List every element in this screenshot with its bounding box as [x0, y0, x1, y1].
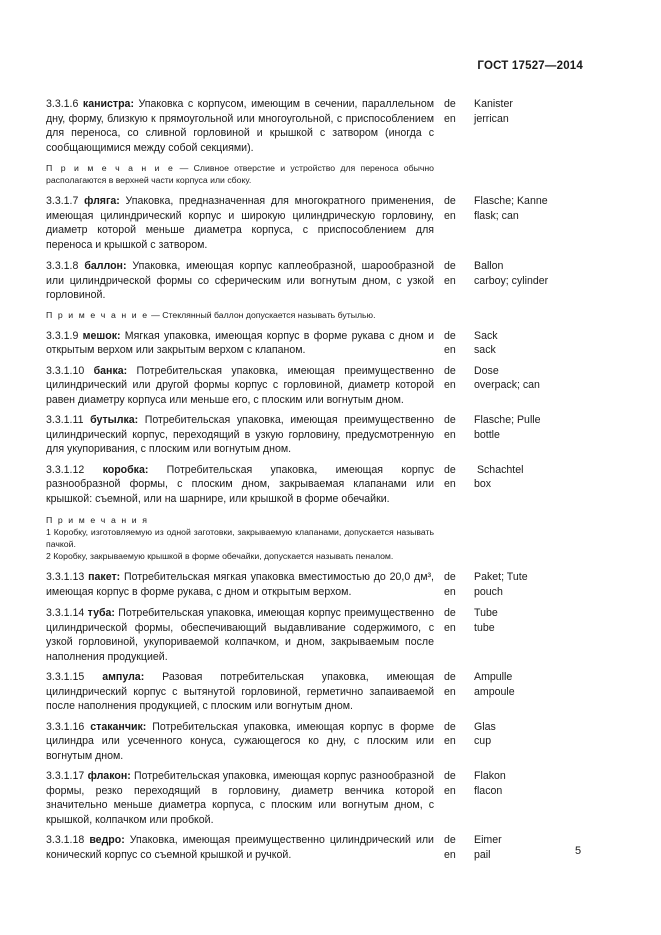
translations	[474, 833, 586, 862]
term-name: фляга:	[84, 195, 120, 207]
note	[46, 309, 434, 321]
translation: overpack; can	[474, 379, 540, 391]
term-definition	[46, 570, 434, 599]
term-number: 3.3.1.9	[46, 329, 79, 342]
translation: flacon	[474, 784, 503, 797]
term-number: 3.3.1.14	[46, 607, 85, 619]
document-header: ГОСТ 17527—2014	[477, 60, 583, 72]
lang-code: en	[444, 784, 456, 797]
term-number: 3.3.1.17	[46, 770, 85, 782]
lang-code: en	[444, 685, 456, 698]
term-entry	[46, 259, 586, 303]
lang-code: de	[444, 607, 456, 619]
term-definition	[46, 720, 434, 764]
term-entry	[46, 606, 586, 664]
term-entry	[46, 364, 586, 408]
translations	[474, 720, 586, 749]
note-text: — Сливное отверстие и устройство для переноса обычно располагаются в верхней части корпуса или сбоку.	[46, 163, 434, 185]
term-entry	[46, 413, 586, 457]
term-name: флакон:	[87, 770, 131, 782]
language-codes	[444, 720, 474, 749]
translation: ampoule	[474, 685, 515, 698]
term-name: стаканчик:	[90, 720, 147, 733]
term-definition	[46, 606, 434, 664]
translation: Glas	[474, 720, 496, 733]
lang-code: de	[444, 98, 456, 110]
term-text: Упаковка, имеющая преимущественно цилиндрический или конический корпус со съемной крышкой и ручкой.	[46, 834, 434, 861]
term-entry	[46, 833, 586, 862]
term-name: бутылка:	[90, 414, 139, 426]
term-definition	[46, 769, 434, 827]
term-name: банка:	[93, 364, 128, 377]
language-codes	[444, 463, 474, 492]
translation: pail	[474, 848, 491, 861]
term-name: ампула:	[102, 671, 145, 683]
term-entry	[46, 769, 586, 827]
lang-code: en	[444, 478, 456, 490]
language-codes	[444, 670, 474, 699]
term-number: 3.3.1.8	[46, 260, 79, 272]
term-number: 3.3.1.6	[46, 98, 79, 110]
term-text: Упаковка, предназначенная для многократного применения, имеющая цилиндрический корпус и широкую цилиндрическую горловину, диаметр которой меньше диаметра корпуса, с приспособлением для переноса и крышкой с затвором.	[46, 195, 434, 251]
translations	[474, 259, 586, 288]
lang-code: de	[444, 720, 456, 733]
lang-code: de	[444, 414, 456, 426]
translation: carboy; cylinder	[474, 274, 549, 287]
language-codes	[444, 97, 474, 126]
language-codes	[444, 413, 474, 442]
note-label: П р и м е ч а н и е	[46, 309, 149, 320]
translation: jerrican	[474, 112, 509, 125]
term-entry	[46, 570, 586, 599]
translation: Flakon	[474, 770, 506, 782]
lang-code: en	[444, 344, 456, 356]
notes-block	[46, 514, 434, 562]
term-definition	[46, 833, 434, 862]
lang-code: de	[444, 195, 456, 207]
translation: Sack	[474, 329, 498, 342]
term-entry	[46, 194, 586, 252]
lang-code: en	[444, 209, 456, 222]
translation: Kanister	[474, 98, 513, 110]
translation: Eimer	[474, 834, 502, 846]
translations	[474, 364, 586, 393]
translation: Ampulle	[474, 671, 513, 683]
translations	[474, 413, 586, 442]
lang-code: en	[444, 585, 456, 598]
translation: Flasche; Kanne	[474, 195, 548, 207]
term-definition	[46, 413, 434, 457]
translation: Flasche; Pulle	[474, 414, 541, 426]
term-entry	[46, 329, 586, 358]
lang-code: de	[444, 364, 456, 377]
term-text: Упаковка с корпусом, имеющим в сечении, параллельном дну, форму, близкую к прямоугольной или многоугольной, с приспособлением для переноса, со сливной горловиной и крышкой с затвором (иногда с сообщающимися между собой секциями).	[46, 98, 434, 154]
language-codes	[444, 769, 474, 798]
term-entry	[46, 720, 586, 764]
term-text: Потребительская упаковка, имеющая корпус в форме цилиндра или усеченного конуса, сужающегося ко дну, с плоским или вогнутым дном.	[46, 720, 434, 762]
translations	[474, 463, 586, 492]
translations	[474, 606, 586, 635]
term-definition	[46, 97, 434, 155]
translations	[474, 570, 586, 599]
term-entry	[46, 463, 586, 507]
note-label: П р и м е ч а н и е	[46, 163, 175, 173]
translation: bottle	[474, 428, 500, 441]
term-definition	[46, 329, 434, 358]
translations	[474, 329, 586, 358]
terms-list	[46, 97, 586, 862]
translation: Dose	[474, 364, 499, 377]
language-codes	[444, 606, 474, 635]
lang-code: de	[444, 671, 456, 683]
lang-code: en	[444, 428, 456, 441]
term-definition	[46, 194, 434, 252]
term-text: Потребительская упаковка, имеющая корпус разнообразной формы, резко переходящий в горловину, диаметр венчика которой значительно меньше диаметра корпуса, с плоским или вогнутым дном, с крышкой, колпачком или пробкой.	[46, 770, 434, 826]
translation: sack	[474, 344, 496, 356]
term-number: 3.3.1.12	[46, 463, 85, 476]
term-text: Потребительская упаковка, имеющая корпус преимущественно цилиндрической формы, обеспечивающий выдавливание содержимого, с узкой горловиной, укупориваемой колпачком, и дном, закрываемым после наполнения продукцией.	[46, 607, 434, 663]
language-codes	[444, 194, 474, 223]
lang-code: de	[444, 770, 456, 782]
lang-code: en	[444, 735, 456, 747]
translation: flask; can	[474, 209, 519, 222]
language-codes	[444, 833, 474, 862]
translation: pouch	[474, 585, 503, 598]
translations	[474, 97, 586, 126]
term-definition	[46, 364, 434, 408]
lang-code: de	[444, 571, 456, 583]
term-definition	[46, 670, 434, 714]
term-definition	[46, 259, 434, 303]
term-entry	[46, 670, 586, 714]
term-text: Мягкая упаковка, имеющая корпус в форме рукава с дном и открытым верхом или закрытым верхом с клапаном.	[46, 329, 434, 356]
term-name: канистра:	[82, 98, 134, 110]
term-name: баллон:	[84, 260, 127, 272]
translations	[474, 194, 586, 223]
lang-code: de	[444, 260, 456, 272]
lang-code: de	[444, 834, 456, 846]
translation: cup	[474, 735, 492, 747]
language-codes	[444, 364, 474, 393]
term-text: Разовая потребительская упаковка, имеющая цилиндрический корпус с вытянутой горловиной, герметично запаиваемой после наполнения продукцией, с плоским или вогнутым дном.	[46, 671, 434, 712]
lang-code: en	[444, 112, 456, 125]
term-entry	[46, 97, 586, 155]
term-name: ведро:	[89, 834, 125, 846]
term-name: пакет:	[88, 571, 121, 583]
translation: Schachtel	[474, 463, 524, 476]
translation: box	[474, 478, 492, 490]
term-text: Потребительская упаковка, имеющая корпус разнообразной формы, с плоским дном, закрываемая клапанами или крышкой: съемной, или на шарнире, или крышкой в форме обечайки.	[46, 463, 435, 505]
translations	[474, 670, 586, 699]
page-number: 5	[575, 845, 582, 857]
term-name: коробка:	[102, 463, 149, 476]
term-name: мешок:	[82, 329, 121, 342]
lang-code: en	[444, 848, 456, 861]
lang-code: en	[444, 621, 456, 634]
term-number: 3.3.1.7	[46, 195, 79, 207]
note	[46, 162, 434, 186]
term-number: 3.3.1.10	[46, 364, 85, 377]
note-item: 2 Коробку, закрываемую крышкой в форме обечайки, допускается называть пеналом.	[46, 551, 394, 561]
lang-code: en	[444, 274, 456, 287]
term-number: 3.3.1.11	[46, 414, 84, 426]
term-number: 3.3.1.15	[46, 671, 85, 683]
lang-code: de	[444, 329, 456, 342]
note-text: — Стеклянный баллон допускается называть бутылью.	[148, 309, 376, 320]
language-codes	[444, 259, 474, 288]
term-text: Потребительская мягкая упаковка вместимостью до 20,0 дм³, имеющая корпус в форме рукава, с дном и открытым верхом.	[46, 571, 434, 598]
translation: Tube	[474, 607, 498, 619]
language-codes	[444, 329, 474, 358]
term-text: Упаковка, имеющая корпус каплеобразной, шарообразной или цилиндрической формы со сферическим или вогнутым дном, с узкой горловиной.	[46, 260, 435, 301]
term-text: Потребительская упаковка, имеющая преимущественно цилиндрический корпус, переходящий в узкую горловину, предусмотренную для укупоривания, с плоским или вогнутым дном.	[46, 414, 434, 455]
lang-code: en	[444, 379, 456, 391]
term-number: 3.3.1.13	[46, 571, 85, 583]
translation: tube	[474, 621, 495, 634]
translation: Ballon	[474, 260, 504, 272]
term-number: 3.3.1.18	[46, 834, 85, 846]
translation: Paket; Tute	[474, 571, 528, 583]
translations	[474, 769, 586, 798]
term-name: туба:	[87, 607, 115, 619]
term-definition	[46, 463, 434, 507]
term-number: 3.3.1.16	[46, 720, 85, 733]
notes-label: П р и м е ч а н и я	[46, 515, 149, 525]
note-item: 1 Коробку, изготовляемую из одной заготовки, закрываемую клапанами, допускается называть пачкой.	[46, 527, 434, 549]
language-codes	[444, 570, 474, 599]
lang-code: de	[444, 463, 456, 476]
term-text: Потребительская упаковка, имеющая преимущественно цилиндрический или другой формы корпус с горловиной, диаметр которой равен диаметру корпуса или меньше его, с плоским или вогнутым дном.	[46, 364, 434, 406]
